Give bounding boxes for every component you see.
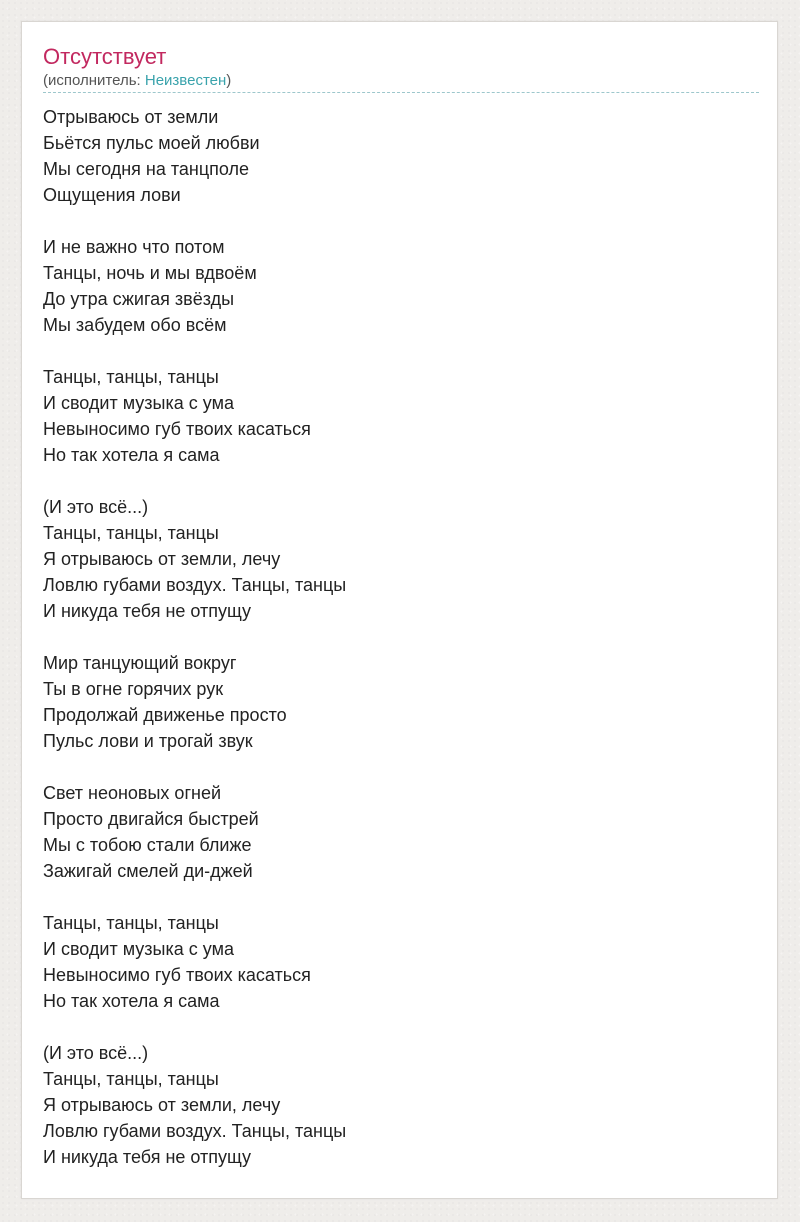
lyrics-stanza <box>43 650 759 754</box>
lyrics-stanza <box>43 494 759 624</box>
song-header <box>43 43 759 93</box>
lyrics-line: И никуда тебя не отпущу <box>43 1147 252 1167</box>
lyrics-stanza <box>43 234 759 338</box>
lyrics-line: Танцы, танцы, танцы <box>43 913 219 933</box>
lyrics-line: Танцы, танцы, танцы <box>43 1069 219 1089</box>
lyrics-line: Но так хотела я сама <box>43 991 220 1011</box>
lyrics-line: Мы сегодня на танцполе <box>43 159 250 179</box>
lyrics-line: Невыносимо губ твоих касаться <box>43 965 311 985</box>
artist-link[interactable]: Неизвестен <box>144 72 227 89</box>
lyrics-line: Мир танцующий вокруг <box>43 653 237 673</box>
lyrics-line: Продолжай движенье просто <box>43 705 287 725</box>
lyrics-line: Просто двигайся быстрей <box>43 809 259 829</box>
lyrics-line: Танцы, ночь и мы вдвоём <box>43 263 257 283</box>
song-title: Отсутствует <box>43 44 167 69</box>
lyrics-line: До утра сжигая звёзды <box>43 289 235 309</box>
lyrics-line: Зажигай смелей ди-джей <box>43 861 253 881</box>
lyrics-line: (И это всё...) <box>43 497 149 517</box>
lyrics-stanza <box>43 104 759 208</box>
artist-suffix: ) <box>226 72 232 89</box>
lyrics-line: Ощущения лови <box>43 185 181 205</box>
lyrics-stanza <box>43 364 759 468</box>
lyrics-line: Отрываюсь от земли <box>43 107 219 127</box>
lyrics-line: Бьётся пульс моей любви <box>43 133 260 153</box>
lyrics-line: Ты в огне горячих рук <box>43 679 224 699</box>
lyrics-line: Танцы, танцы, танцы <box>43 523 219 543</box>
lyrics-line: Невыносимо губ твоих касаться <box>43 419 311 439</box>
lyrics-text <box>43 104 759 1196</box>
lyrics-line: (И это всё...) <box>43 1043 149 1063</box>
lyrics-line: Я отрываюсь от земли, лечу <box>43 549 281 569</box>
lyrics-stanza <box>43 780 759 884</box>
lyrics-stanza <box>43 910 759 1014</box>
lyrics-line: Ловлю губами воздух. Танцы, танцы <box>43 575 347 595</box>
lyrics-line: Свет неоновых огней <box>43 783 222 803</box>
lyrics-line: Я отрываюсь от земли, лечу <box>43 1095 281 1115</box>
lyrics-line: Но так хотела я сама <box>43 445 220 465</box>
lyrics-stanza <box>43 1040 759 1170</box>
lyrics-line: И никуда тебя не отпущу <box>43 601 252 621</box>
artist-line <box>43 71 759 91</box>
lyrics-line: И сводит музыка с ума <box>43 393 234 413</box>
lyrics-line: Танцы, танцы, танцы <box>43 367 219 387</box>
lyrics-line: Пульс лови и трогай звук <box>43 731 253 751</box>
lyrics-card <box>21 21 778 1199</box>
lyrics-line: И сводит музыка с ума <box>43 939 234 959</box>
lyrics-line: Мы забудем обо всём <box>43 315 227 335</box>
lyrics-line: Ловлю губами воздух. Танцы, танцы <box>43 1121 347 1141</box>
lyrics-line: Мы с тобою стали ближе <box>43 835 252 855</box>
artist-prefix: (исполнитель: <box>43 72 145 89</box>
lyrics-line: И не важно что потом <box>43 237 225 257</box>
